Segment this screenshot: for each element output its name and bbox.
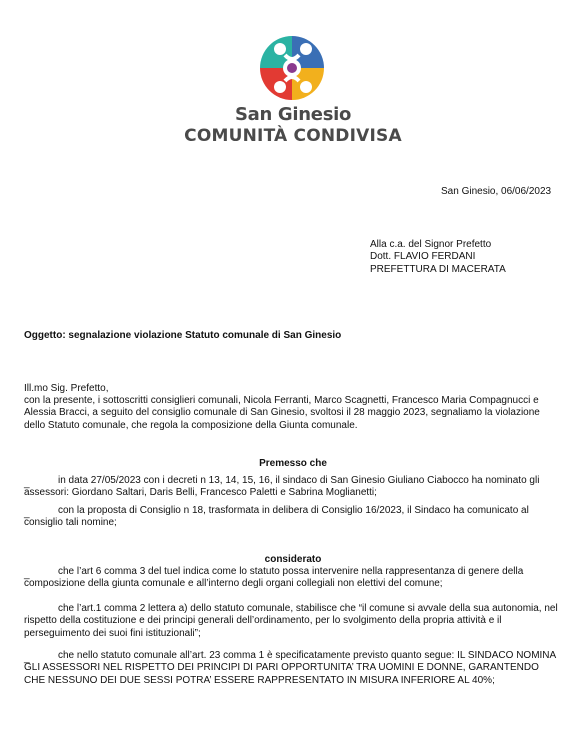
recipient-line: Dott. FLAVIO FERDANI [370,251,476,263]
considerato-item: che l’art.1 comma 2 lettera a) dello statuto comunale, stabilisce che “il comune si avvale della sua autonomia, nel rispetto della costituzione e dei principi generali dell’ordinamento, per lo svolgimento della propria attività e il perseguimento dei suoi fini istituzionali”; [24,603,558,639]
tab-marker: _ [24,653,30,664]
recipient-block [370,239,506,276]
premesso-heading: Premesso che [259,458,327,469]
intro-paragraph: con la presente, i sottoscritti consiglieri comunali, Nicola Ferranti, Marco Scagnetti, Francesco Maria Compagnucci e Alessia Bracci, a seguito del consiglio comunale di San Ginesio, svoltosi il 28 maggio 2023, segnaliamo la violazione dello Statuto comunale, che regola la composizione della Giunta comunale. [24,395,540,431]
brand-name: San Ginesio [234,104,352,125]
considerato-heading: considerato [264,554,322,565]
considerato-item: che nello statuto comunale all’art. 23 comma 1 è specificatamente previsto quanto segue: IL SINDACO NOMINA GLI ASSESSORI NEL RISPETTO DEI PRINCIPI DI PARI OPPORTUNITA’ TRA UOMINI E DONNE, GARANTENDO CHE NESSUNO DEI DUE SESSI POTRA’ ESSERE RAPPRESENTATO IN MISURA INFERIORE AL 40%; [24,650,556,686]
subject-line: Oggetto: segnalazione violazione Statuto comunale di San Ginesio [24,330,342,341]
tab-marker: _ [24,569,30,580]
considerato-item: che l’art 6 comma 3 del tuel indica come lo statuto possa intervenire nella rappresentanza di genere della composizione della giunta comunale e all’interno degli organi collegiali non elettivi del comune; [24,566,524,590]
tab-marker: _ [24,478,30,489]
recipient-line: PREFETTURA DI MACERATA [370,263,506,275]
tab-marker: _ [24,508,30,519]
salutation: Ill.mo Sig. Prefetto, [24,383,109,394]
recipient-line: Alla c.a. del Signor Prefetto [370,239,492,250]
dateline: San Ginesio, 06/06/2023 [441,186,552,197]
premesso-item: con la proposta di Consiglio n 18, trasformata in delibera di Consiglio 16/2023, il Sindaco ha comunicato al consiglio tali nomine; [24,505,529,529]
comunita-condivisa-logo-icon [257,33,327,103]
brand-tagline: COMUNITÀ CONDIVISA [184,126,402,146]
premesso-item: in data 27/05/2023 con i decreti n 13, 14, 15, 16, il sindaco di San Ginesio Giuliano Ciabocco ha nominato gli assessori: Giordano Saltari, Daris Belli, Francesco Paletti e Sabrina Moglianetti; [24,475,540,499]
